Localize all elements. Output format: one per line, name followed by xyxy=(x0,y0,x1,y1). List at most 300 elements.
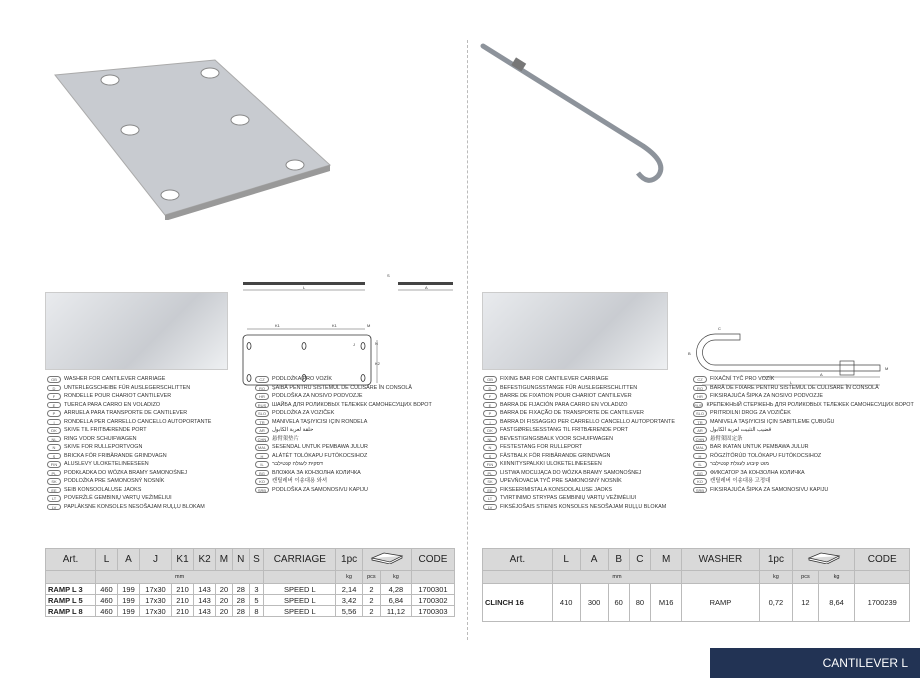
language-item xyxy=(255,392,432,401)
table-cell: 28 xyxy=(232,584,249,595)
language-item xyxy=(483,503,675,512)
washer-plate-photo xyxy=(45,55,335,220)
unit-kg: kg xyxy=(380,571,411,584)
translation: BARRE DE FIXATION POUR CHARIOT CANTILEVER xyxy=(500,393,632,399)
language-code: MAL xyxy=(693,444,707,451)
column-header: N xyxy=(232,549,249,571)
language-code: HR xyxy=(693,393,707,400)
column-header: CODE xyxy=(855,549,910,571)
table-cell: 2 xyxy=(362,584,380,595)
language-item xyxy=(693,435,903,444)
table-cell: 0,72 xyxy=(759,584,793,622)
language-item xyxy=(47,384,211,393)
table-cell: 8,64 xyxy=(818,584,855,622)
table-cell: 4,28 xyxy=(380,584,411,595)
language-item xyxy=(483,392,675,401)
unit-kg: kg xyxy=(336,571,363,584)
language-item xyxy=(693,452,903,461)
translation: דסקית לעגלה קנטילבר xyxy=(272,461,323,467)
translation: FÄSTBALK FÖR FRIBÄRANDE GRINDVAGN xyxy=(500,452,611,459)
language-code: RUS xyxy=(694,402,703,408)
language-code: IL xyxy=(255,461,269,468)
dim-K2: K2 xyxy=(375,361,380,366)
language-code: P xyxy=(47,410,61,417)
language-code: SK xyxy=(483,478,497,485)
dim-K1: K1 xyxy=(275,323,280,328)
table-cell: 410 xyxy=(552,584,580,622)
language-code: I xyxy=(483,419,497,426)
translation: ВЛОЖКА ЗА КОНЗОЛНА КОЛИЧКА xyxy=(272,469,361,476)
table-cell: RAMP xyxy=(682,584,759,622)
table-cell: 20 xyxy=(216,606,233,617)
language-item xyxy=(47,375,211,384)
table-cell: 460 xyxy=(95,584,117,595)
language-code: MAL xyxy=(255,444,269,451)
translation: PODLOŽKA ZA VOZIČEK xyxy=(272,410,335,416)
table-cell: 28 xyxy=(232,595,249,606)
language-item xyxy=(47,452,211,461)
translation: BARĂ DE FIXARE PENTRU SISTEMUL DE CULISARE ÎN CONSOLĂ xyxy=(710,384,879,391)
table-cell: 3,42 xyxy=(336,595,363,606)
translation: 캔틸레버 이송대용 고정대 xyxy=(710,478,771,484)
translation: TUERCA PARA CARRO EN VOLADIZO xyxy=(64,401,161,408)
translation: RONDELLE POUR CHARIOT CANTILEVER xyxy=(64,393,172,399)
language-code: AR xyxy=(693,427,707,434)
language-code: RUS xyxy=(255,402,269,409)
language-item xyxy=(255,486,432,495)
translation: RING VOOR SCHUIFWAGEN xyxy=(64,435,137,442)
table-cell: 20 xyxy=(216,584,233,595)
table-cell: 3 xyxy=(249,584,264,595)
dim-S: S xyxy=(387,273,390,278)
table-cell: 28 xyxy=(232,606,249,617)
translation: FIKSIRAJUĆA ŠIPKA ZA SAMONOSIVU KAPIJU xyxy=(710,486,829,493)
language-item xyxy=(255,426,432,435)
translation: FIKSIRAJUĆA ŠIPKA ZA NOSIVO PODVOZJE xyxy=(710,393,823,399)
translation: FASTGØRELSESSTANG TIL FRITBÆRENDE PORT xyxy=(500,427,628,433)
language-code: LV xyxy=(47,504,61,511)
language-code: F xyxy=(483,393,497,400)
translation: BRICKA FÖR FRIBÄRANDE GRINDVAGN xyxy=(64,452,167,459)
translation: ARRUELA PARA TRANSPORTE DE CANTILEVER xyxy=(64,410,188,416)
language-item xyxy=(693,443,903,452)
table-cell: 8 xyxy=(249,606,264,617)
column-header: K2 xyxy=(194,549,216,571)
translation: FIKSĒJOŠAIS STIENIS KONSOLES NESOŠAJAM RUĻĻU BLOKAM xyxy=(500,503,667,510)
left-language-list xyxy=(47,375,211,511)
language-code: PL xyxy=(483,470,497,477)
language-item xyxy=(693,392,903,401)
translation: MANIVELA TAŞIYICISI IÇIN SABITLEME ÇUBUĞU xyxy=(710,418,835,425)
clinch-table xyxy=(482,548,910,622)
table-row xyxy=(483,584,910,622)
table-cell: 1700301 xyxy=(411,584,454,595)
language-code: RO xyxy=(693,385,707,392)
language-code: SRB xyxy=(255,487,269,494)
language-item xyxy=(255,375,432,384)
language-item xyxy=(693,426,903,435)
language-item xyxy=(693,477,903,486)
table-cell: 300 xyxy=(580,584,608,622)
language-code: CHN xyxy=(255,436,269,443)
language-code: H xyxy=(255,453,269,460)
language-item xyxy=(483,409,675,418)
language-item xyxy=(483,375,675,384)
translation: КРЕПЕЖНЫЙ СТЕРЖЕНЬ ДЛЯ РОЛИКОВЫХ ТЕЛЕЖЕК САМОНЕСУЩИХ ВОРОТ xyxy=(706,401,914,408)
dim-L: L xyxy=(303,285,306,290)
language-item xyxy=(693,401,914,410)
translation: BARRA DE FIXAÇÃO DE TRANSPORTE DE CANTILEVER xyxy=(500,410,644,416)
language-item xyxy=(483,401,675,410)
table-header-row xyxy=(483,549,910,571)
table-cell: 60 xyxy=(608,584,629,622)
language-item xyxy=(483,384,675,393)
language-item xyxy=(255,477,432,486)
unit-pcs: pcs xyxy=(793,571,818,584)
table-cell: 210 xyxy=(172,606,194,617)
column-header: A xyxy=(118,549,140,571)
language-item xyxy=(693,384,903,393)
language-item xyxy=(255,409,432,418)
language-item xyxy=(255,469,432,478)
table-cell: 2 xyxy=(362,595,380,606)
language-code: D xyxy=(47,385,61,392)
language-item xyxy=(483,435,675,444)
language-code: TR xyxy=(255,419,269,426)
language-item xyxy=(693,375,903,384)
package-icon xyxy=(807,552,841,564)
dim-K1b: K1 xyxy=(332,323,337,328)
language-code: RO xyxy=(255,385,269,392)
language-item xyxy=(47,426,211,435)
dim-M: M xyxy=(367,323,371,328)
translation: PRITRDILNI DROG ZA VOZIČEK xyxy=(710,410,791,416)
translation: قضيب التثبيت لعربة الكابول xyxy=(710,427,772,433)
unit-pcs: pcs xyxy=(362,571,380,584)
column-header: CARRIAGE xyxy=(264,549,336,571)
column-header: A xyxy=(580,549,608,571)
language-item xyxy=(483,486,675,495)
translation: ALUSLEVY ULOKETELINEESEEN xyxy=(64,461,149,467)
table-cell: 5,56 xyxy=(336,606,363,617)
language-item xyxy=(255,418,432,427)
language-code: SLO xyxy=(255,410,269,417)
table-cell: 199 xyxy=(118,584,140,595)
language-item xyxy=(483,494,675,503)
language-item xyxy=(483,469,675,478)
language-item xyxy=(483,460,675,469)
language-code: PL xyxy=(47,470,61,477)
header-package xyxy=(793,549,855,571)
language-item xyxy=(693,469,903,478)
language-item xyxy=(47,435,211,444)
table-cell: 11,12 xyxy=(380,606,411,617)
table-row xyxy=(46,606,455,617)
right-language-list xyxy=(483,375,675,511)
dim-J: J xyxy=(353,342,355,347)
unit-mm: mm xyxy=(552,571,682,584)
translation: SEIB KONSOOLALUSE JAOKS xyxy=(64,486,142,493)
language-code: N xyxy=(47,444,61,451)
language-code: GB xyxy=(483,376,497,383)
ramp-table xyxy=(45,548,455,617)
translation: PODLOŽKA PRE SAMONOSNÝ NOSNÍK xyxy=(64,478,165,484)
language-code: HR xyxy=(255,393,269,400)
table-cell: 5 xyxy=(249,595,264,606)
table-cell: 6,84 xyxy=(380,595,411,606)
table-cell: 143 xyxy=(194,584,216,595)
translation: WASHER FOR CANTILEVER CARRIAGE xyxy=(64,376,166,382)
translation: SESENDAL UNTUK PEMBAWA JULUR xyxy=(272,444,368,450)
table-cell: 17x30 xyxy=(140,606,172,617)
table-row xyxy=(46,595,455,606)
table-cell: 17x30 xyxy=(140,595,172,606)
language-code: BG xyxy=(693,470,707,477)
language-code: NL xyxy=(483,436,497,443)
translation: FIXAČNÍ TYČ PRO VOZÍK xyxy=(710,376,775,382)
fixing-bar-photo xyxy=(478,38,678,188)
translation: FIKSEERIMISTALA KONSOOLALUSE JAOKS xyxy=(500,486,612,493)
table-cell: 20 xyxy=(216,595,233,606)
language-item xyxy=(483,426,675,435)
translation: FESTESTANG FOR RULLEPORT xyxy=(500,444,583,450)
language-item xyxy=(47,418,211,427)
translation: 캔틸레버 이송대용 와셔 xyxy=(272,478,328,484)
language-item xyxy=(47,443,211,452)
language-item xyxy=(255,435,432,444)
language-item xyxy=(483,418,675,427)
footer-title: CANTILEVER L xyxy=(822,656,908,670)
translation: RÖGZÍTŐRÚD TOLÓKAPU FUTÓKOCSIHOZ xyxy=(710,452,822,459)
translation: FIXING BAR FOR CANTILEVER CARRIAGE xyxy=(500,376,609,382)
language-item xyxy=(47,486,211,495)
dim-A: A xyxy=(425,285,428,290)
language-code: IL xyxy=(693,461,707,468)
translation: POVERŽLĖ GEMBINIŲ VARTŲ VEŽIMĖLIUI xyxy=(64,495,172,501)
language-code: CHN xyxy=(693,436,707,443)
table-row xyxy=(46,584,455,595)
language-code: I xyxy=(47,419,61,426)
translation: BEFESTIGUNGSSTANGE FÜR AUSLEGERSCHLITTEN xyxy=(500,384,638,391)
language-item xyxy=(483,443,675,452)
column-header: L xyxy=(552,549,580,571)
language-code: EE xyxy=(483,487,497,494)
table-cell: SPEED L xyxy=(264,584,336,595)
translation: LISTWA MOCUJĄCA DO WÓZKA BRAMY SAMONOŚNEJ xyxy=(500,469,642,476)
column-header: Art. xyxy=(483,549,553,571)
translation: MANIVELA TAŞIYICISI IÇIN RONDELA xyxy=(272,418,368,425)
column-header: K1 xyxy=(172,549,194,571)
table-cell: 460 xyxy=(95,606,117,617)
translation: ŞAIBĂ PENTRU SISTEMUL DE CULISARE ÎN CONSOLĂ xyxy=(272,384,412,391)
column-header: S xyxy=(249,549,264,571)
translation: SKIVE FOR RULLEPORTVOGN xyxy=(64,444,143,450)
translation: PODLOŽKA PRO VOZÍK xyxy=(272,376,332,382)
translation: TVIRTINIMO STRYPAS GEMBINIŲ VARTŲ VEŽIMĖLIUI xyxy=(500,495,637,501)
translation: PODLOŠKA ZA NOSIVO PODVOZJE xyxy=(272,393,363,399)
language-code: EE xyxy=(47,487,61,494)
table-cell: SPEED L xyxy=(264,606,336,617)
translation: BEVESTIGINGSBALK VOOR SCHUIFWAGEN xyxy=(500,435,614,442)
language-item xyxy=(255,401,432,410)
language-code: SK xyxy=(47,478,61,485)
language-item xyxy=(693,460,903,469)
translation: حلقة لعربة الكابول xyxy=(272,427,314,433)
translation: RONDELLA PER CARRELLO CANCELLO AUTOPORTANTE xyxy=(64,418,212,425)
language-item xyxy=(47,401,211,410)
language-item xyxy=(693,418,903,427)
language-code: P xyxy=(483,410,497,417)
table-cell: 1700303 xyxy=(411,606,454,617)
right-language-list-2 xyxy=(693,375,914,494)
language-item xyxy=(255,452,432,461)
language-item xyxy=(483,477,675,486)
table-cell: M16 xyxy=(651,584,682,622)
translation: UPEVŇOVACIA TYČ PRE SAMONOSNÝ NOSNÍK xyxy=(500,478,622,484)
table-cell: 199 xyxy=(118,595,140,606)
language-code: H xyxy=(693,453,707,460)
translation: ALÁTÉT TOLÓKAPU FUTÓKOCSIHOZ xyxy=(272,452,368,459)
table-cell: 12 xyxy=(793,584,818,622)
language-item xyxy=(255,460,432,469)
language-item xyxy=(693,409,903,418)
table-cell: SPEED L xyxy=(264,595,336,606)
language-code: BG xyxy=(255,470,269,477)
language-item xyxy=(47,392,211,401)
dim-C: C xyxy=(718,326,721,331)
language-item xyxy=(483,452,675,461)
language-code: GB xyxy=(47,376,61,383)
language-item xyxy=(255,443,432,452)
language-code: N xyxy=(483,444,497,451)
column-header: Art. xyxy=(46,549,96,571)
language-code: LT xyxy=(483,495,497,502)
language-item xyxy=(47,494,211,503)
left-language-list-2 xyxy=(255,375,432,494)
translation: PAPLĀKSNE KONSOLES NESOŠAJAM RUĻĻU BLOKAM xyxy=(64,503,205,510)
language-code: F xyxy=(47,393,61,400)
language-item xyxy=(47,469,211,478)
translation: SKIVE TIL FRITBÆRENDE PORT xyxy=(64,427,147,433)
translation: BARRA DI FISSAGGIO PER CARRELLO CANCELLO AUTOPORTANTE xyxy=(500,418,675,425)
column-header: M xyxy=(651,549,682,571)
language-code: E xyxy=(47,402,61,409)
language-code: SLO xyxy=(693,410,707,417)
unit-kg: kg xyxy=(759,571,793,584)
column-header: B xyxy=(608,549,629,571)
language-item xyxy=(255,384,432,393)
footer-section-title xyxy=(710,648,920,678)
table-cell: 460 xyxy=(95,595,117,606)
language-code: LT xyxy=(47,495,61,502)
translation: BAR IKATAN UNTUK PEMBAWA JULUR xyxy=(710,444,809,450)
table-cell: 199 xyxy=(118,606,140,617)
column-header: L xyxy=(95,549,117,571)
unit-kg: kg xyxy=(818,571,855,584)
translation: UNTERLEGSCHEIBE FÜR AUSLEGERSCHLITTEN xyxy=(64,384,191,391)
translation: 悬臂架垫片 xyxy=(272,435,299,442)
language-code: DK xyxy=(47,427,61,434)
column-header: 1pc xyxy=(759,549,793,571)
column-header: M xyxy=(216,549,233,571)
translation: BARRA DE FIJACIÓN PARA CARRO EN VOLADIZO xyxy=(500,401,628,408)
language-code: AR xyxy=(255,427,269,434)
translation: 悬臂架固定条 xyxy=(710,435,743,442)
table-cell: 1700302 xyxy=(411,595,454,606)
language-code: SRB xyxy=(693,487,707,494)
language-code: D xyxy=(483,385,497,392)
dim-B: B xyxy=(688,351,691,356)
table-cell: 2,14 xyxy=(336,584,363,595)
translation: PODKŁADKA DO WÓZKA BRAMY SAMONOŚNEJ xyxy=(64,469,188,476)
article-name: RAMP L 8 xyxy=(46,606,96,617)
table-cell: 210 xyxy=(172,595,194,606)
language-code: FIN xyxy=(483,461,497,468)
language-code: TR xyxy=(693,419,707,426)
translation: KIINNITYSPALKKI ULOKETELINEESEEN xyxy=(500,461,602,467)
table-cell: 210 xyxy=(172,584,194,595)
translation: ФИКСАТОР ЗА КОНЗОЛНА КОЛИЧКА xyxy=(710,469,805,476)
language-code: LV xyxy=(483,504,497,511)
washer-technical-drawing xyxy=(235,265,455,390)
column-header: 1pc xyxy=(336,549,363,571)
dim-M: M xyxy=(885,366,889,371)
language-code: KO xyxy=(255,478,269,485)
language-code: CZ xyxy=(255,376,269,383)
language-item xyxy=(47,477,211,486)
table-header-row xyxy=(46,549,455,571)
language-code: NL xyxy=(47,436,61,443)
column-header: C xyxy=(629,549,650,571)
language-item xyxy=(47,409,211,418)
column-header: J xyxy=(140,549,172,571)
translation: מוט קיבוע לעגלת קנטילבר xyxy=(710,461,769,467)
language-code: KO xyxy=(693,478,707,485)
language-code: FIN xyxy=(47,461,61,468)
table-cell: 17x30 xyxy=(140,584,172,595)
page-divider xyxy=(467,40,468,640)
language-code: E xyxy=(483,402,497,409)
language-item xyxy=(47,460,211,469)
language-item xyxy=(47,503,211,512)
translation: PODLOŠKA ZA SAMONOSIVU KAPIJU xyxy=(272,486,368,493)
header-package xyxy=(362,549,411,571)
article-name: RAMP L 5 xyxy=(46,595,96,606)
language-code: DK xyxy=(483,427,497,434)
units-row xyxy=(483,571,910,584)
column-header: WASHER xyxy=(682,549,759,571)
translation: ШАЙБА ДЛЯ РОЛИКОВЫХ ТЕЛЕЖЕК САМОНЕСУЩИХ ВОРОТ xyxy=(272,401,432,408)
washer-install-photo xyxy=(45,292,228,370)
table-cell: 1700239 xyxy=(855,584,910,622)
article-name: RAMP L 3 xyxy=(46,584,96,595)
article-name: CLINCH 16 xyxy=(483,584,553,622)
package-icon xyxy=(370,552,404,564)
table-cell: 143 xyxy=(194,595,216,606)
fixing-bar-install-photo xyxy=(482,292,668,370)
dim-N: N xyxy=(375,341,378,346)
language-code: CZ xyxy=(693,376,707,383)
units-row xyxy=(46,571,455,584)
table-cell: 80 xyxy=(629,584,650,622)
column-header: CODE xyxy=(411,549,454,571)
language-code: S xyxy=(483,453,497,460)
dim-L: L xyxy=(790,380,793,385)
table-cell: 143 xyxy=(194,606,216,617)
language-item xyxy=(693,486,903,495)
language-code: S xyxy=(47,453,61,460)
dim-A: A xyxy=(820,372,823,377)
